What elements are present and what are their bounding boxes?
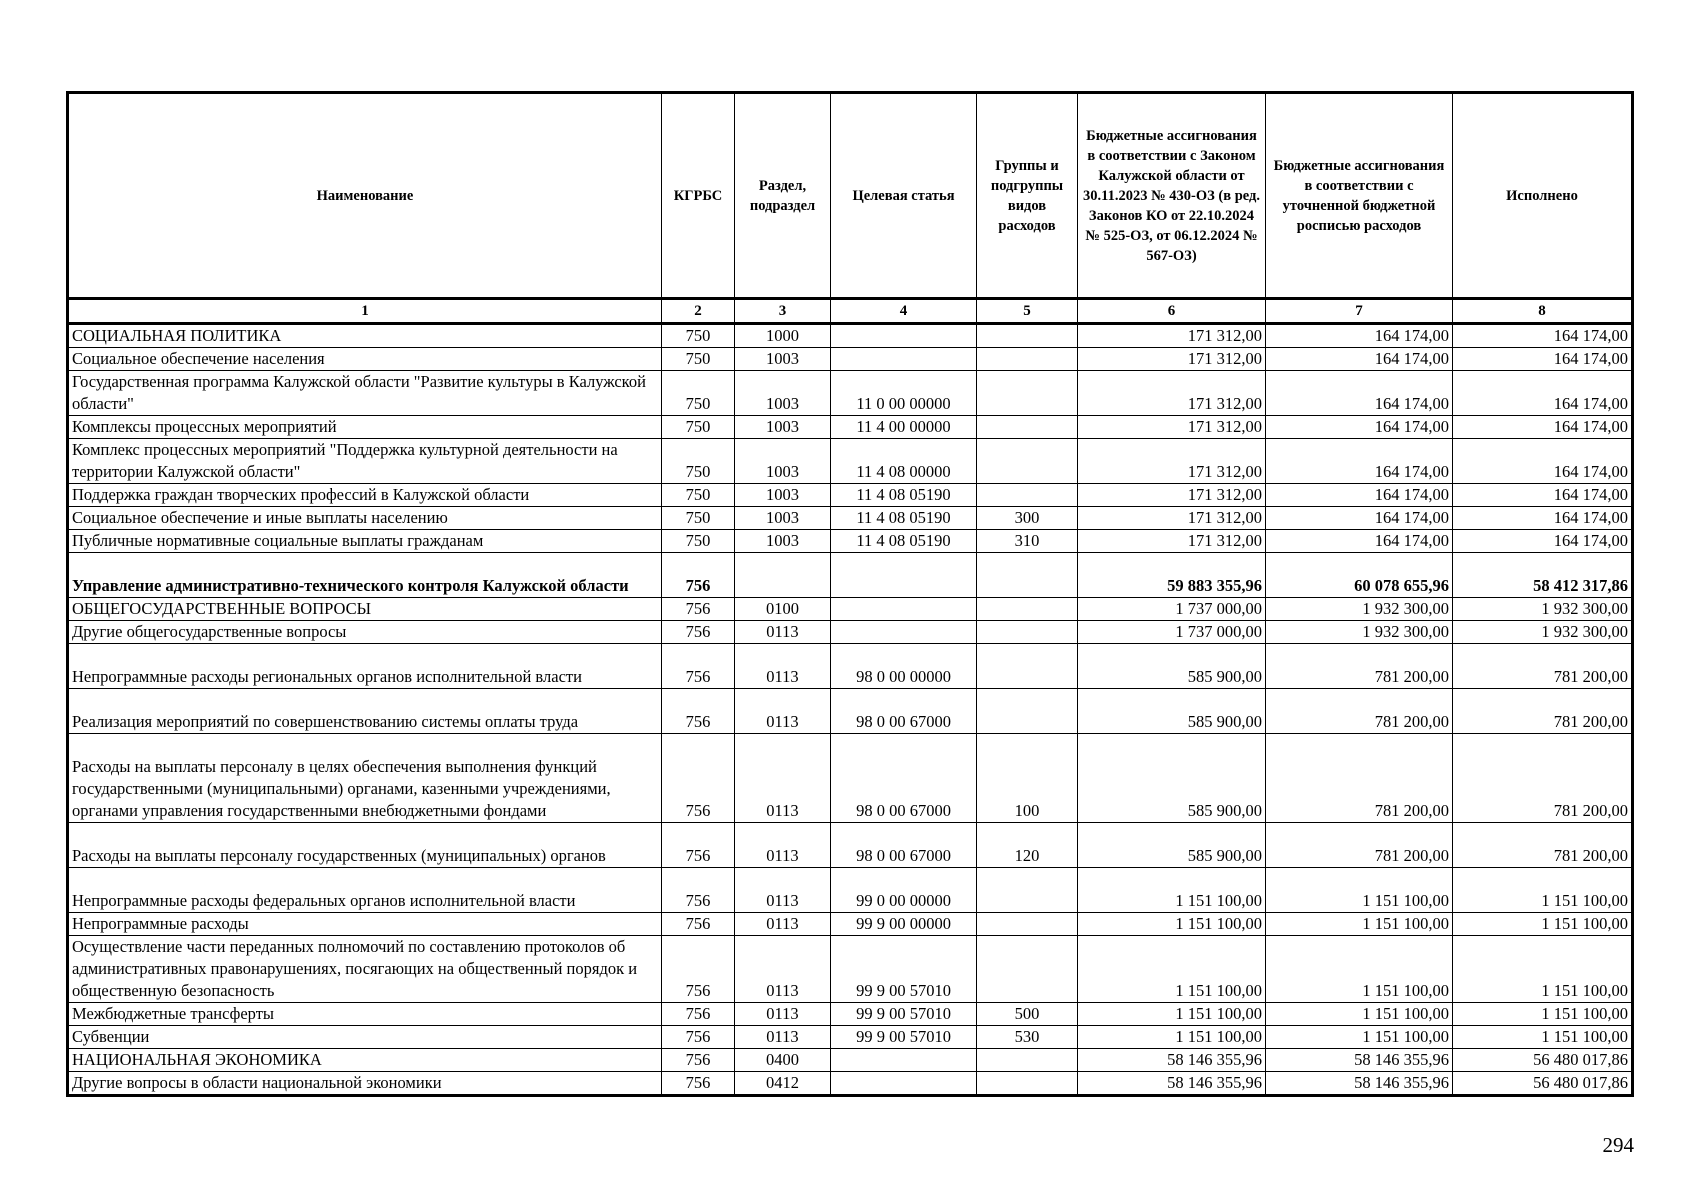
header-law-allocations: Бюджетные ассигнования в соответствии с Законом Калужской области от 30.11.2023 № 430-ОЗ (в ред. Законов КО от 22.10.2024 № 525-ОЗ, от 06.12.2024 № 567-ОЗ) <box>1078 93 1266 299</box>
row-law-amount: 1 737 000,00 <box>1078 598 1266 621</box>
page-number: 294 <box>1602 1133 1634 1157</box>
row-executed-amount: 164 174,00 <box>1453 348 1633 371</box>
header-section: Раздел, подраздел <box>735 93 831 299</box>
row-expense-group <box>977 439 1078 484</box>
row-expense-group: 100 <box>977 734 1078 823</box>
row-target-article <box>831 1072 977 1096</box>
row-target-article: 11 4 00 00000 <box>831 416 977 439</box>
row-executed-amount: 56 480 017,86 <box>1453 1072 1633 1096</box>
row-kgrbs: 756 <box>662 1026 735 1049</box>
row-refined-amount: 164 174,00 <box>1266 530 1453 553</box>
row-target-article: 11 4 08 05190 <box>831 507 977 530</box>
row-refined-amount: 164 174,00 <box>1266 324 1453 348</box>
row-executed-amount: 164 174,00 <box>1453 439 1633 484</box>
row-name: Социальное обеспечение и иные выплаты населению <box>68 507 662 530</box>
row-section: 0113 <box>735 734 831 823</box>
row-refined-amount: 164 174,00 <box>1266 371 1453 416</box>
column-number: 4 <box>831 299 977 324</box>
row-law-amount: 171 312,00 <box>1078 439 1266 484</box>
row-section: 0113 <box>735 689 831 734</box>
table-row <box>68 598 1633 621</box>
row-refined-amount: 781 200,00 <box>1266 689 1453 734</box>
header-executed: Исполнено <box>1453 93 1633 299</box>
table-row <box>68 1003 1633 1026</box>
row-law-amount: 58 146 355,96 <box>1078 1072 1266 1096</box>
row-section: 0412 <box>735 1072 831 1096</box>
row-executed-amount: 1 151 100,00 <box>1453 868 1633 913</box>
row-kgrbs: 750 <box>662 416 735 439</box>
row-name: Расходы на выплаты персоналу в целях обеспечения выполнения функций государственными (муниципальными) органами, казенными учреждениями, органами управления государственными внебюджетными фондами <box>68 734 662 823</box>
row-target-article <box>831 621 977 644</box>
row-law-amount: 585 900,00 <box>1078 823 1266 868</box>
row-kgrbs: 756 <box>662 734 735 823</box>
row-name: Государственная программа Калужской области "Развитие культуры в Калужской области" <box>68 371 662 416</box>
table-row <box>68 439 1633 484</box>
row-refined-amount: 781 200,00 <box>1266 823 1453 868</box>
row-kgrbs: 756 <box>662 553 735 598</box>
row-expense-group <box>977 348 1078 371</box>
row-name: Осуществление части переданных полномочий по составлению протоколов об административных правонарушениях, посягающих на общественный порядок и общественную безопасность <box>68 936 662 1003</box>
column-number: 6 <box>1078 299 1266 324</box>
row-refined-amount: 1 932 300,00 <box>1266 598 1453 621</box>
header-kgrbs: КГРБС <box>662 93 735 299</box>
row-refined-amount: 58 146 355,96 <box>1266 1049 1453 1072</box>
row-law-amount: 171 312,00 <box>1078 324 1266 348</box>
row-law-amount: 1 737 000,00 <box>1078 621 1266 644</box>
row-refined-amount: 781 200,00 <box>1266 644 1453 689</box>
row-section: 1003 <box>735 439 831 484</box>
row-law-amount: 171 312,00 <box>1078 530 1266 553</box>
row-expense-group <box>977 1049 1078 1072</box>
row-name: Публичные нормативные социальные выплаты гражданам <box>68 530 662 553</box>
row-section: 1003 <box>735 371 831 416</box>
row-name: Непрограммные расходы федеральных органов исполнительной власти <box>68 868 662 913</box>
row-section: 1000 <box>735 324 831 348</box>
row-target-article: 99 9 00 57010 <box>831 936 977 1003</box>
table-row <box>68 1026 1633 1049</box>
row-expense-group <box>977 416 1078 439</box>
row-law-amount: 171 312,00 <box>1078 416 1266 439</box>
row-expense-group <box>977 621 1078 644</box>
row-expense-group <box>977 644 1078 689</box>
row-refined-amount: 781 200,00 <box>1266 734 1453 823</box>
column-number-row <box>68 299 1633 324</box>
row-section: 1003 <box>735 484 831 507</box>
row-target-article: 11 0 00 00000 <box>831 371 977 416</box>
row-law-amount: 171 312,00 <box>1078 484 1266 507</box>
row-kgrbs: 750 <box>662 324 735 348</box>
row-refined-amount: 60 078 655,96 <box>1266 553 1453 598</box>
row-target-article: 99 9 00 00000 <box>831 913 977 936</box>
row-refined-amount: 164 174,00 <box>1266 484 1453 507</box>
table-row <box>68 823 1633 868</box>
row-executed-amount: 1 151 100,00 <box>1453 1026 1633 1049</box>
row-expense-group <box>977 371 1078 416</box>
row-expense-group: 120 <box>977 823 1078 868</box>
table-row <box>68 868 1633 913</box>
row-law-amount: 171 312,00 <box>1078 348 1266 371</box>
row-law-amount: 1 151 100,00 <box>1078 1026 1266 1049</box>
row-refined-amount: 164 174,00 <box>1266 507 1453 530</box>
row-expense-group <box>977 324 1078 348</box>
table-row <box>68 644 1633 689</box>
row-section: 0113 <box>735 913 831 936</box>
row-executed-amount: 1 932 300,00 <box>1453 621 1633 644</box>
row-section: 1003 <box>735 416 831 439</box>
row-target-article: 98 0 00 67000 <box>831 823 977 868</box>
row-law-amount: 171 312,00 <box>1078 371 1266 416</box>
column-number: 7 <box>1266 299 1453 324</box>
row-executed-amount: 56 480 017,86 <box>1453 1049 1633 1072</box>
row-kgrbs: 756 <box>662 644 735 689</box>
row-expense-group <box>977 936 1078 1003</box>
table-row <box>68 1049 1633 1072</box>
table-row <box>68 348 1633 371</box>
row-law-amount: 1 151 100,00 <box>1078 913 1266 936</box>
row-target-article: 99 9 00 57010 <box>831 1026 977 1049</box>
row-name: Другие общегосударственные вопросы <box>68 621 662 644</box>
row-expense-group <box>977 868 1078 913</box>
row-name: Комплекс процессных мероприятий "Поддержка культурной деятельности на территории Калужской области" <box>68 439 662 484</box>
row-refined-amount: 1 151 100,00 <box>1266 1026 1453 1049</box>
column-number: 3 <box>735 299 831 324</box>
row-law-amount: 58 146 355,96 <box>1078 1049 1266 1072</box>
row-executed-amount: 164 174,00 <box>1453 484 1633 507</box>
table-row <box>68 371 1633 416</box>
row-refined-amount: 164 174,00 <box>1266 439 1453 484</box>
row-kgrbs: 756 <box>662 621 735 644</box>
row-refined-amount: 1 151 100,00 <box>1266 913 1453 936</box>
row-kgrbs: 756 <box>662 689 735 734</box>
row-target-article: 11 4 08 05190 <box>831 484 977 507</box>
row-section: 0113 <box>735 868 831 913</box>
row-law-amount: 585 900,00 <box>1078 689 1266 734</box>
row-executed-amount: 164 174,00 <box>1453 416 1633 439</box>
row-kgrbs: 756 <box>662 913 735 936</box>
row-executed-amount: 781 200,00 <box>1453 823 1633 868</box>
row-section: 0113 <box>735 936 831 1003</box>
row-section: 1003 <box>735 348 831 371</box>
row-refined-amount: 58 146 355,96 <box>1266 1072 1453 1096</box>
row-executed-amount: 164 174,00 <box>1453 507 1633 530</box>
row-kgrbs: 750 <box>662 348 735 371</box>
row-kgrbs: 750 <box>662 439 735 484</box>
row-expense-group <box>977 1072 1078 1096</box>
row-law-amount: 1 151 100,00 <box>1078 868 1266 913</box>
row-name: НАЦИОНАЛЬНАЯ ЭКОНОМИКА <box>68 1049 662 1072</box>
row-kgrbs: 756 <box>662 1049 735 1072</box>
row-law-amount: 585 900,00 <box>1078 734 1266 823</box>
row-target-article: 98 0 00 00000 <box>831 644 977 689</box>
column-number: 8 <box>1453 299 1633 324</box>
row-target-article: 99 9 00 57010 <box>831 1003 977 1026</box>
row-kgrbs: 756 <box>662 823 735 868</box>
row-refined-amount: 164 174,00 <box>1266 348 1453 371</box>
row-executed-amount: 1 151 100,00 <box>1453 936 1633 1003</box>
row-section: 0113 <box>735 1026 831 1049</box>
row-refined-amount: 164 174,00 <box>1266 416 1453 439</box>
row-expense-group <box>977 598 1078 621</box>
row-kgrbs: 750 <box>662 371 735 416</box>
row-section: 0113 <box>735 823 831 868</box>
column-number: 5 <box>977 299 1078 324</box>
row-target-article <box>831 348 977 371</box>
row-expense-group: 300 <box>977 507 1078 530</box>
row-name: СОЦИАЛЬНАЯ ПОЛИТИКА <box>68 324 662 348</box>
row-section: 1003 <box>735 507 831 530</box>
row-executed-amount: 781 200,00 <box>1453 734 1633 823</box>
row-law-amount: 1 151 100,00 <box>1078 1003 1266 1026</box>
table-row <box>68 484 1633 507</box>
row-name: Непрограммные расходы <box>68 913 662 936</box>
row-executed-amount: 164 174,00 <box>1453 324 1633 348</box>
row-law-amount: 1 151 100,00 <box>1078 936 1266 1003</box>
row-section <box>735 553 831 598</box>
row-target-article <box>831 1049 977 1072</box>
row-kgrbs: 756 <box>662 1003 735 1026</box>
table-row <box>68 553 1633 598</box>
row-kgrbs: 756 <box>662 1072 735 1096</box>
row-kgrbs: 756 <box>662 598 735 621</box>
row-target-article: 98 0 00 67000 <box>831 734 977 823</box>
row-target-article: 98 0 00 67000 <box>831 689 977 734</box>
row-name: Поддержка граждан творческих профессий в Калужской области <box>68 484 662 507</box>
row-target-article: 99 0 00 00000 <box>831 868 977 913</box>
row-section: 0113 <box>735 1003 831 1026</box>
row-name: Субвенции <box>68 1026 662 1049</box>
row-expense-group <box>977 484 1078 507</box>
row-name: ОБЩЕГОСУДАРСТВЕННЫЕ ВОПРОСЫ <box>68 598 662 621</box>
table-row <box>68 416 1633 439</box>
row-executed-amount: 781 200,00 <box>1453 689 1633 734</box>
row-executed-amount: 164 174,00 <box>1453 530 1633 553</box>
row-name: Расходы на выплаты персоналу государственных (муниципальных) органов <box>68 823 662 868</box>
row-name: Непрограммные расходы региональных органов исполнительной власти <box>68 644 662 689</box>
row-expense-group <box>977 553 1078 598</box>
row-target-article <box>831 324 977 348</box>
row-section: 0100 <box>735 598 831 621</box>
row-section: 0113 <box>735 621 831 644</box>
row-law-amount: 171 312,00 <box>1078 507 1266 530</box>
row-name: Межбюджетные трансферты <box>68 1003 662 1026</box>
row-expense-group <box>977 913 1078 936</box>
row-expense-group <box>977 689 1078 734</box>
row-refined-amount: 1 151 100,00 <box>1266 1003 1453 1026</box>
row-target-article: 11 4 08 05190 <box>831 530 977 553</box>
row-executed-amount: 1 151 100,00 <box>1453 913 1633 936</box>
row-executed-amount: 1 151 100,00 <box>1453 1003 1633 1026</box>
row-target-article <box>831 598 977 621</box>
table-row <box>68 621 1633 644</box>
row-executed-amount: 58 412 317,86 <box>1453 553 1633 598</box>
header-row <box>68 93 1633 299</box>
row-executed-amount: 164 174,00 <box>1453 371 1633 416</box>
row-refined-amount: 1 151 100,00 <box>1266 936 1453 1003</box>
row-target-article <box>831 553 977 598</box>
budget-table <box>66 91 1634 1097</box>
row-expense-group: 310 <box>977 530 1078 553</box>
row-expense-group: 530 <box>977 1026 1078 1049</box>
row-kgrbs: 750 <box>662 507 735 530</box>
header-target-article: Целевая статья <box>831 93 977 299</box>
row-section: 0400 <box>735 1049 831 1072</box>
row-section: 0113 <box>735 644 831 689</box>
row-name: Другие вопросы в области национальной экономики <box>68 1072 662 1096</box>
row-kgrbs: 756 <box>662 936 735 1003</box>
row-name: Комплексы процессных мероприятий <box>68 416 662 439</box>
row-executed-amount: 1 932 300,00 <box>1453 598 1633 621</box>
table-row <box>68 324 1633 348</box>
row-refined-amount: 1 151 100,00 <box>1266 868 1453 913</box>
table-row <box>68 936 1633 1003</box>
column-number: 1 <box>68 299 662 324</box>
row-kgrbs: 750 <box>662 530 735 553</box>
row-kgrbs: 756 <box>662 868 735 913</box>
row-refined-amount: 1 932 300,00 <box>1266 621 1453 644</box>
header-expense-groups: Группы и подгруппы видов расходов <box>977 93 1078 299</box>
row-law-amount: 59 883 355,96 <box>1078 553 1266 598</box>
row-executed-amount: 781 200,00 <box>1453 644 1633 689</box>
row-name: Реализация мероприятий по совершенствованию системы оплаты труда <box>68 689 662 734</box>
table-row <box>68 689 1633 734</box>
header-name: Наименование <box>68 93 662 299</box>
row-section: 1003 <box>735 530 831 553</box>
table-row <box>68 530 1633 553</box>
table-row <box>68 734 1633 823</box>
row-target-article: 11 4 08 00000 <box>831 439 977 484</box>
table-row <box>68 507 1633 530</box>
column-number: 2 <box>662 299 735 324</box>
row-expense-group: 500 <box>977 1003 1078 1026</box>
table-row <box>68 913 1633 936</box>
row-name: Управление административно-технического контроля Калужской области <box>68 553 662 598</box>
header-refined-allocations: Бюджетные ассигнования в соответствии с уточненной бюджетной росписью расходов <box>1266 93 1453 299</box>
table-row <box>68 1072 1633 1096</box>
row-law-amount: 585 900,00 <box>1078 644 1266 689</box>
row-kgrbs: 750 <box>662 484 735 507</box>
row-name: Социальное обеспечение населения <box>68 348 662 371</box>
